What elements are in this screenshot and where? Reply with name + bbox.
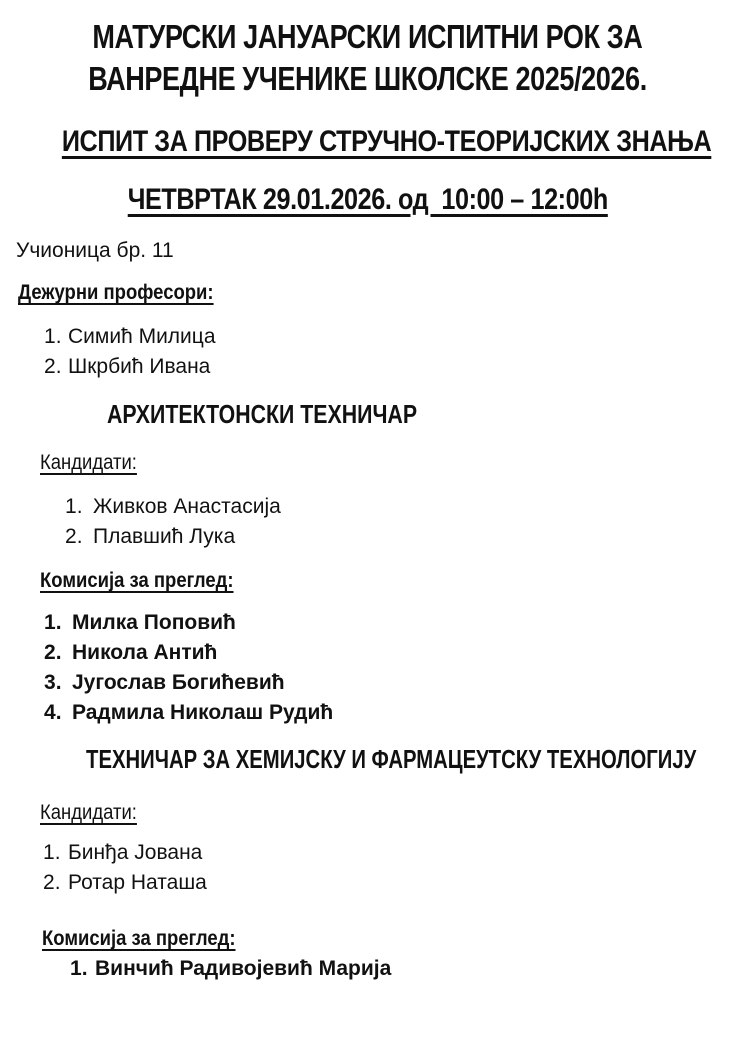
commission-member-item: Винчић Радивојевић Марија [95, 957, 392, 980]
section-heading-architectural-technician: АРХИТЕКТОНСКИ ТЕХНИЧАР [107, 399, 418, 429]
schedule-line: ЧЕТВРТАК 29.01.2026. од 10:00 – 12:00h [127, 183, 608, 216]
commission-member-item: Милка Поповић [72, 611, 236, 634]
document-page [0, 16, 735, 1040]
exam-title: ИСПИТ ЗА ПРОВЕРУ СТРУЧНО-ТЕОРИЈСКИХ ЗНАЊА [61, 125, 712, 158]
duty-professor-item: Шкрбић Ивана [68, 355, 211, 378]
candidate-item: Ротар Наташа [68, 871, 207, 894]
commission-member-item: Никола Антић [72, 641, 218, 664]
section-heading-chemical-pharmaceutical-technician: ТЕХНИЧАР ЗА ХЕМИЈСКУ И ФАРМАЦЕУТСКУ ТЕХНОЛОГИЈУ [86, 744, 697, 774]
commission-label: Комисија за преглед: [40, 569, 234, 592]
duty-professor-item: Симић Милица [68, 325, 216, 348]
candidates-list [0, 838, 735, 898]
commission-list [0, 954, 735, 984]
candidate-item: Плавшић Лука [93, 525, 236, 548]
duty-professors-list [0, 322, 735, 382]
page-title-line-2: ВАНРЕДНЕ УЧЕНИКЕ ШКОЛСКЕ 2025/2026. [88, 60, 647, 97]
classroom-label: Учионица бр. 11 [16, 239, 174, 262]
candidates-list [0, 492, 735, 552]
candidates-label: Кандидати: [40, 451, 137, 474]
commission-member-item: Југослав Богићевић [72, 671, 285, 694]
commission-list [0, 608, 735, 728]
page-title-line-1: МАТУРСКИ ЈАНУАРСКИ ИСПИТНИ РОК ЗА [92, 18, 643, 55]
duty-professors-label: Дежурни професори: [18, 281, 214, 304]
commission-member-item: Радмила Николаш Рудић [72, 701, 334, 724]
candidates-label: Кандидати: [40, 801, 137, 824]
page-title [0, 16, 735, 100]
candidate-item: Живков Анастасија [93, 495, 281, 518]
candidate-item: Бинђа Јована [68, 841, 203, 864]
commission-label: Комисија за преглед: [42, 927, 236, 950]
